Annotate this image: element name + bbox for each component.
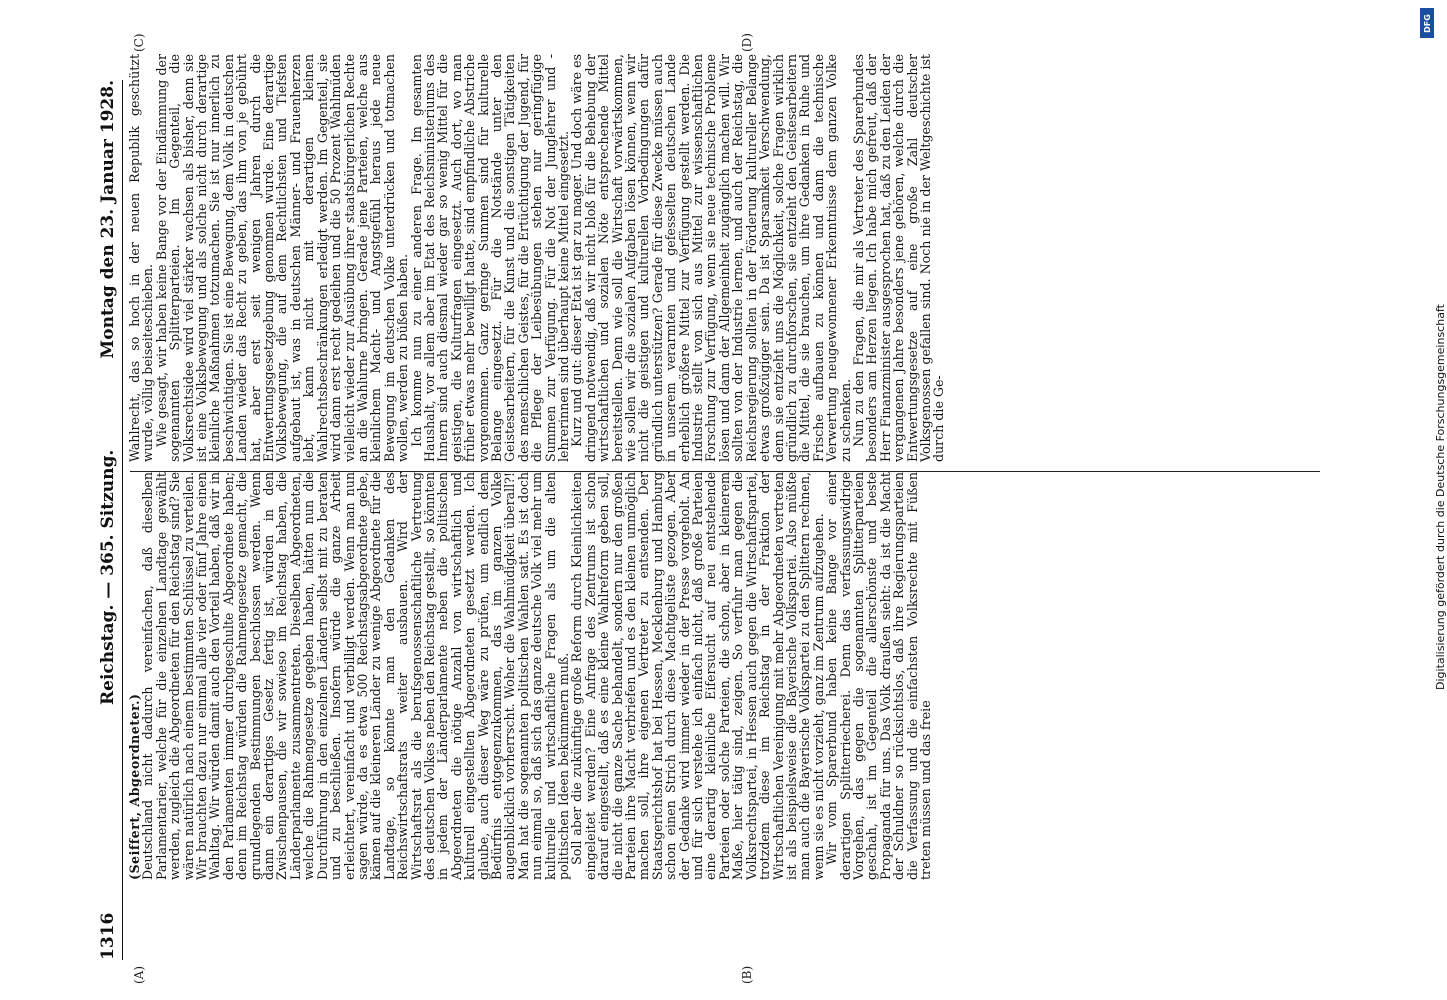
dfg-logo: DFG <box>1420 8 1434 38</box>
right-column <box>128 54 946 462</box>
session-title: Reichstag. — 365. Sitzung. <box>98 449 118 705</box>
margin-marker-b: (B) <box>740 965 754 984</box>
left-column <box>128 472 932 880</box>
paragraph: Nun zu den Fragen, die mir als Vertreter des Sparerbundes besonders am Herzen liegen. Ich habe mich gefreut, daß der Herr Finanzminister ausgesprochen hat, daß zu den Leiden der vergangenen Jahre besonders jene gehören, welche durch die Entwertungsgesetze auf eine große Zahl deutscher Volksgenossen gefallen sind. Noch nie in der Weltgeschichte ist durch die Ge- <box>850 54 947 462</box>
paragraph: Deutschland nicht dadurch vereinfachen, daß dieselben Parlamentarier, welche für die einzelnen Landtage gewählt werden, zugleich die Abgeordneten für den Reichstag sind? Sie wären natürlich nach einem bestimmten Schlüssel zu verteilen. Wir brauchten dazu nur einmal alle vier oder fünf Jahre einen Wahltag. Wir würden damit auch den Vorteil haben, daß wir in den Parlamenten immer durchgeschulte Abgeordnete haben; denn im Reichstag würden die Rahmengesetze gemacht, die grundlegenden Bestimmungen beschlossen werden. Wenn dann ein derartiges Gesetz fertig ist, würden in den Zwischenpausen, die wir sowieso im Reichstag haben, die Länderparlamente zusammentreten. Dieselben Abgeordneten, welche die Rahmengesetze gegeben haben, hätten nun die Durchführung in den einzelnen Ländern selbst mit zu beraten und zu beschließen. Insofern würde die ganze Arbeit erleichtert, vereinfacht und verbilligt werden. Wenn man nun sagen würde, da es etwa 500 Reichstagsabgeordnete gebe, kämen auf die kleineren Länder zu wenige Abgeordnete für die Landtage, so könnte man den Gedanken des Reichswirtschaftsrats weiter ausbauen. Wird der Wirtschaftsrat als die berufsgenossenschaftliche Vertretung des deutschen Volkes neben den Reichstag gestellt, so könnten in jedem der Länderparlamente neben die politischen Abgeordneten die nötige Anzahl von wirtschaftlich und kulturell eingestellten Abgeordneten gesetzt werden. Ich glaube, auch dieser Weg wäre zu prüfen, um endlich dem Bedürfnis entgegenzukommen, das im ganzen Volke augenblicklich vorherrscht. Woher die Wahlmüdigkeit überall?! Man hat die sogenannten politischen Wahlen satt. Es ist doch nun einmal so, daß sich das ganze deutsche Volk viel mehr um kulturelle und wirtschaftliche Fragen als um die alten politischen Ideen bekümmern muß. <box>140 472 571 880</box>
paragraph: Wahlrecht, das so hoch in der neuen Republik geschützt wurde, völlig beiseiteschieben. <box>127 54 156 462</box>
paragraph: Wir vom Sparerbund haben keine Bange vor einer derartigen Splitterriecherei. Denn das verfassungswidrige Vorgehen, das gegen die sogenannten Splitterparteien geschah, ist im Gegenteil die allerschönste und beste Propaganda für uns. Das Volk draußen sieht: da ist die Macht der Schuldner so rücksichtslos, daß ihre Regierungsparteien die Verfassung und die einfachsten Volksrechte mit Füßen treten müssen und das freie <box>824 472 933 880</box>
paragraph: Kurz und gut: dieser Etat ist gar zu mager. Und doch wäre es dringend notwendig, daß wir nicht bloß für die Behebung der wirtschaftlichen und sozialen Nöte entsprechende Mittel bereitstellen. Denn wie soll die Wirtschaft vorwärtskommen, wie sollen wir die sozialen Aufgaben lösen können, wenn wir nicht die geistigen und kulturellen Vorbedingungen dafür gründlich unterstützen? Gerade für diese Zwecke müssen auch in unserem verarmten und gefesselten deutschen Lande erheblich größere Mittel zur Verfügung gestellt werden. Die Industrie stellt von sich aus Mittel zur wissenschaftlichen Forschung zur Verfügung, wenn sie neue technische Probleme lösen und dann der Allgemeinheit zugänglich machen will. Wir sollten von der Industrie lernen, und auch der Reichstag, die Reichsregierung sollten in der Förderung kultureller Belange etwas großzügiger sein. Da ist Sparsamkeit Verschwendung, denn sie entzieht uns die Möglichkeit, solche Fragen wirklich gründlich zu durchforschen, sie entzieht den Geistesarbeitern die Mittel, die sie brauchen, um ihre Gedanken in Ruhe und Frische aufbauen zu können und dann die technische Verwertung neugewonnener Erkenntnisse dem ganzen Volke zu schenken. <box>569 54 853 462</box>
page-number: 1316 <box>98 912 118 960</box>
margin-marker-d: (D) <box>740 33 754 52</box>
page-header <box>88 80 123 960</box>
margin-marker-c: (C) <box>132 33 146 52</box>
paragraph: Wie gesagt, wir haben keine Bange vor der Eindämmung der sogenannten Splitterparteien. Im Gegenteil, die Volksrechtsidee wird viel stärker wachsen als bisher, denn sie ist eine Volksbewegung und als solche nicht durch derartige kleinliche Maßnahmen totzumachen. Sie ist nur innerlich zu beschwichtigen. Sie ist eine Bewegung, dem Volk in deutschen Landen wieder das Recht zu geben, das ihm von je gebührt hat, aber erst seit wenigen Jahren durch die Entwertungsgesetzgebung genommen wurde. Eine derartige Volksbewegung, die auf dem Rechtlichsten und Tiefsten aufgebaut ist, was in deutschen Männer- und Frauenherzen lebt, kann nicht mit derartigen kleinen Wahlrechtsbeschränkungen erledigt werden. Im Gegenteil, sie wird dann erst recht gedeihen und die 50 Prozent Wahlmüden vielleicht wieder zur Ausübung ihrer staatsbürgerlichen Rechte an die Wahlurne bringen. Gerade jene Parteien, welche aus kleinlichem Macht- und Angstgefühl heraus jede neue Bewegung im deutschen Volke unterdrücken und totmachen wollen, werden zu büßen haben. <box>153 54 411 462</box>
paragraph: Soll aber die zukünftige große Reform durch Kleinlichkeiten eingeleitet werden? Eine Anfrage des Zentrums ist schon darauf eingestellt, daß es eine kleine Wahlreform geben soll, die nicht die ganze Sache behandelt, sondern nur den großen Parteien ihre Macht verbriefen und es den kleinen unmöglich machen soll, ihre eigenen Vertreter zu entsenden. Der Staatsgerichtshof hat bei Hessen, Mecklenburg und Hamburg schon einen Strich durch diese Machtgelüste gezogen. Aber der Gedanke wird immer wieder in der Presse vorgeholt. An und für sich verstehe ich einfach nicht, daß große Parteien eine derartig kleinliche Eifersucht auf neu entstehende Parteien oder solche Parteien, die schon, aber in kleinerem Maße, hier tätig sind, zeigen. So verfuhr man gegen die Volksrechtspartei, in Hessen auch gegen die Wirtschaftspartei, trotzdem diese im Reichstag in der Fraktion der Wirtschaftlichen Vereinigung mit mehr Abgeordneten vertreten ist als beispielsweise die Bayerische Volkspartei. Also müßte man auch die Bayerische Volkspartei zu den Splittern rechnen, wenn sie es nicht vorzieht, ganz im Zentrum aufzugehen. <box>569 472 826 880</box>
speaker-label: (Seiffert, Abgeordneter.) <box>127 693 142 880</box>
margin-marker-a: (A) <box>132 965 146 984</box>
digitization-credit: Digitalisierung gefördert durch die Deutsche Forschungsgemeinschaft <box>1434 304 1447 690</box>
session-date: Montag den 23. Januar 1928. <box>98 80 118 359</box>
paragraph: Ich komme nun zu einer anderen Frage. Im gesamten Haushalt, vor allem aber im Etat des Reichsministeriums des Innern sind auch diesmal wieder gar so wenig Mittel für die geistigen, die Kulturfragen eingesetzt. Auch dort, wo man früher etwas mehr bewilligt hatte, sind empfindliche Abstriche vorgenommen. Ganz geringe Summen sind für kulturelle Belange eingesetzt. Für die Notstände unter den Geistesarbeitern, für die Kunst und die sonstigen Tätigkeiten des menschlichen Geistes, für die Ertüchtigung der Jugend, für die Pflege der Leibesübungen stehen nur geringfügige Summen zur Verfügung. Für die Not der Junglehrer und -lehrerinnen sind überhaupt keine Mittel eingesetzt. <box>408 54 571 462</box>
